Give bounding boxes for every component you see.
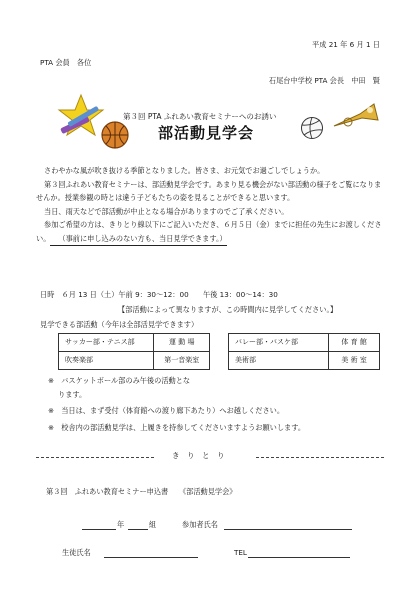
- club-place: 運 動 場: [154, 334, 210, 352]
- clubs-table-right: [228, 333, 380, 370]
- seminar-subtitle: 第３回 PTA ふれあい教育セミナーへのお誘い: [123, 112, 277, 121]
- participant-label: 参加者氏名: [182, 520, 218, 529]
- table-row: [229, 334, 380, 352]
- note-shoes: ※ 校舎内の部活動見学は、上履きを持参してくださいますようお願いします。: [48, 423, 306, 432]
- schedule-line: 日時 ６月 13 日（土）午前 9：30～12：00 午後 13：00～14：30: [40, 290, 278, 299]
- issue-date: 平成 21 年 6 月 1 日: [312, 40, 380, 49]
- table-row: [229, 352, 380, 370]
- sender: 石尾台中学校 PTA 会長 中田 賢: [268, 76, 380, 85]
- walk-in-note: （事前に申し込みのない方も、当日見学できます。）: [50, 232, 226, 247]
- paragraph-greeting: さわやかな風が吹き抜ける季節となりました。皆さま、お元気でお過ごしでしょうか。: [44, 166, 325, 175]
- club-name: サッカー部・テニス部: [59, 334, 154, 352]
- addressee: PTA 会員 各位: [40, 58, 92, 67]
- student-label: 生徒氏名: [62, 548, 91, 557]
- student-name-field[interactable]: [104, 557, 198, 558]
- club-place: 第一音楽室: [154, 352, 210, 370]
- clubs-heading: 見学できる部活動（今年は全部活見学できます）: [40, 320, 199, 329]
- schedule-note: 【部活動によって異なりますが、この時間内に見学してください。】: [118, 305, 338, 314]
- participant-name-field[interactable]: [224, 529, 352, 530]
- trumpet-icon: [330, 100, 382, 136]
- club-place: 美 術 室: [329, 352, 380, 370]
- table-row: [59, 334, 210, 352]
- apply-instructions: 参加ご希望の方は、きりとり線以下にご記入いただき、６月５日（金）までに担任の先生にお渡しください。: [36, 220, 382, 243]
- clubs-table-left: [58, 333, 210, 370]
- paragraph-intro: 第３回ふれあい教育セミナーは、部活動見学会です。あまり見る機会がない部活動の様子をご覧になりませんか。授業参観の時とは違う子どもたちの姿を見ることができると思います。: [36, 179, 382, 202]
- paragraph-rain: 当日、雨天などで部活動が中止となる場合がありますのでご了承ください。: [44, 206, 289, 216]
- cut-line-left: [36, 457, 154, 458]
- page-title: 部活動見学会: [158, 124, 255, 142]
- tel-field[interactable]: [248, 557, 350, 558]
- form-title: 第３回 ふれあい教育セミナー申込書 《部活動見学会》: [46, 487, 237, 496]
- cut-line-right: [256, 457, 384, 458]
- year-label: 年: [117, 520, 125, 529]
- cut-line-label: き り と り: [172, 451, 225, 460]
- basketball-icon: [100, 120, 130, 150]
- note-basketball: ※ バスケットボール部のみ午後の活動とな: [48, 376, 191, 385]
- club-name: バレー部・バスケ部: [229, 334, 329, 352]
- paragraph-apply: [36, 218, 386, 246]
- class-field[interactable]: [128, 529, 148, 530]
- year-field[interactable]: [82, 529, 116, 530]
- club-name: 吹奏楽部: [59, 352, 154, 370]
- star-pencil-icon: [56, 92, 106, 138]
- note-basketball-cont: ります。: [58, 390, 87, 399]
- tel-label: TEL: [234, 548, 247, 557]
- note-reception: ※ 当日は、まず受付（体育館への渡り廊下あたり）へお越しください。: [48, 406, 285, 415]
- table-row: [59, 352, 210, 370]
- volleyball-icon: [300, 116, 324, 140]
- class-label: 組: [149, 520, 157, 529]
- club-name: 美術部: [229, 352, 329, 370]
- club-place: 体 育 館: [329, 334, 380, 352]
